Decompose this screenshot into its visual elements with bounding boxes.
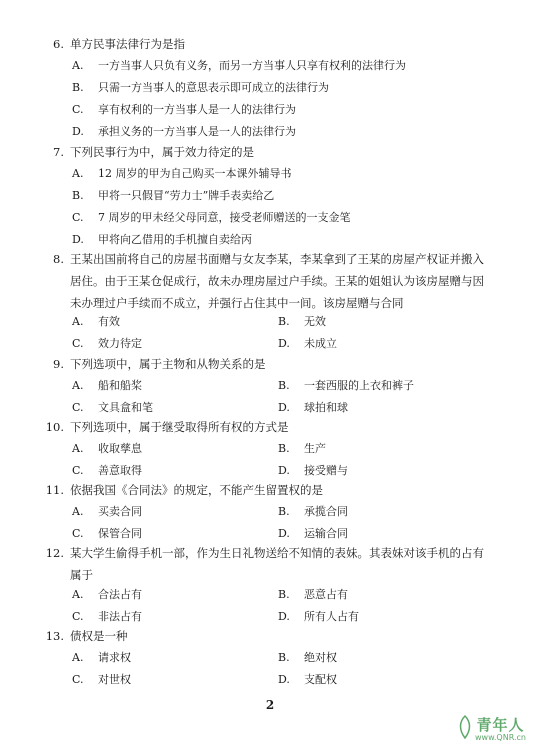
question-8	[44, 251, 514, 311]
option-text: 享有权利的一方当事人是一人的法律行为	[98, 103, 296, 116]
question-number: 8.	[53, 252, 64, 266]
option-7b	[72, 188, 274, 204]
option-text: 善意取得	[98, 464, 142, 477]
option-10d	[278, 463, 348, 479]
option-text: 所有人占有	[304, 610, 359, 623]
option-label: B.	[278, 442, 290, 455]
option-text: 承担义务的一方当事人是一人的法律行为	[98, 125, 296, 138]
question-stem-continued: 属于	[70, 568, 93, 582]
option-11b	[278, 504, 348, 520]
option-8d	[278, 336, 337, 352]
option-9a	[72, 378, 142, 394]
question-stem-continued: 未办理过户手续而不成立，并强行占住其中一间。该房屋赠与合同	[70, 296, 404, 310]
option-label: A.	[72, 442, 84, 455]
question-7	[44, 144, 514, 160]
question-11	[44, 482, 514, 498]
option-label: A.	[72, 379, 84, 392]
option-label: D.	[278, 673, 290, 686]
option-text: 一方当事人只负有义务，而另一方当事人只享有权利的法律行为	[98, 59, 406, 72]
option-9b	[278, 378, 414, 394]
option-8b	[278, 314, 326, 330]
watermark-brand: 青年人	[476, 716, 525, 734]
option-11d	[278, 526, 348, 542]
option-label: A.	[72, 315, 84, 328]
question-9	[44, 356, 514, 372]
option-label: D.	[278, 401, 290, 414]
question-stem: 依据我国《合同法》的规定，不能产生留置权的是	[70, 483, 323, 497]
option-12c	[72, 609, 142, 625]
option-13b	[278, 650, 337, 666]
option-label: A.	[72, 505, 84, 518]
watermark-logo	[475, 714, 526, 742]
option-text: 无效	[304, 315, 326, 328]
option-label: D.	[278, 527, 290, 540]
option-12d	[278, 609, 359, 625]
option-text: 恶意占有	[304, 588, 348, 601]
option-10c	[72, 463, 142, 479]
option-label: A.	[72, 588, 84, 601]
question-stem: 下列选项中，属于主物和从物关系的是	[70, 357, 266, 371]
option-text: 只需一方当事人的意思表示即可成立的法律行为	[98, 81, 329, 94]
option-text: 文具盒和笔	[98, 401, 153, 414]
option-text: 甲将一只假冒“劳力士”牌手表卖给乙	[98, 189, 275, 202]
option-text: 请求权	[98, 651, 131, 664]
question-12	[44, 545, 514, 583]
option-10a	[72, 441, 142, 457]
option-7d	[72, 232, 252, 248]
option-label: B.	[278, 651, 290, 664]
option-10b	[278, 441, 326, 457]
option-text: 效力待定	[98, 337, 142, 350]
option-label: B.	[278, 315, 290, 328]
leaf-icon	[457, 714, 473, 740]
option-label: A.	[72, 59, 84, 72]
option-label: D.	[278, 337, 290, 350]
option-text: 7 周岁的甲未经父母同意，接受老师赠送的一支金笔	[98, 211, 351, 224]
question-stem: 下列民事行为中，属于效力待定的是	[70, 145, 254, 159]
option-text: 对世权	[98, 673, 131, 686]
option-text: 一套西服的上衣和裤子	[304, 379, 414, 392]
option-label: C.	[72, 211, 84, 224]
option-text: 未成立	[304, 337, 337, 350]
question-stem: 王某出国前将自己的房屋书面赠与女友李某，李某拿到了王某的房屋产权证并搬入	[70, 252, 484, 266]
option-text: 有效	[98, 315, 120, 328]
option-text: 生产	[304, 442, 326, 455]
option-6a	[72, 58, 406, 74]
option-label: C.	[72, 337, 84, 350]
option-label: C.	[72, 527, 84, 540]
option-label: C.	[72, 464, 84, 477]
page-number: 2	[265, 698, 275, 712]
option-text: 承揽合同	[304, 505, 348, 518]
option-9c	[72, 400, 153, 416]
option-text: 收取孳息	[98, 442, 142, 455]
option-label: B.	[72, 81, 84, 94]
option-label: A.	[72, 651, 84, 664]
question-number: 9.	[53, 357, 64, 371]
option-label: C.	[72, 401, 84, 414]
option-text: 绝对权	[304, 651, 337, 664]
option-6c	[72, 102, 296, 118]
option-text: 船和船桨	[98, 379, 142, 392]
option-text: 球拍和球	[304, 401, 348, 414]
option-label: A.	[72, 167, 84, 180]
question-10	[44, 419, 514, 435]
question-13	[44, 628, 514, 644]
option-12a	[72, 587, 142, 603]
option-label: B.	[278, 379, 290, 392]
question-number: 12.	[45, 546, 64, 560]
option-6d	[72, 124, 296, 140]
option-text: 运输合同	[304, 527, 348, 540]
question-number: 11.	[45, 483, 64, 497]
option-label: C.	[72, 610, 84, 623]
option-label: D.	[278, 610, 290, 623]
option-7a	[72, 166, 292, 182]
question-stem: 单方民事法律行为是指	[70, 37, 185, 51]
question-number: 6.	[53, 37, 64, 51]
option-12b	[278, 587, 348, 603]
option-text: 12 周岁的甲为自己购买一本课外辅导书	[98, 167, 292, 180]
option-label: B.	[278, 505, 290, 518]
option-13d	[278, 672, 337, 688]
option-label: B.	[278, 588, 290, 601]
question-6	[44, 36, 514, 52]
option-6b	[72, 80, 329, 96]
option-text: 支配权	[304, 673, 337, 686]
option-text: 保管合同	[98, 527, 142, 540]
option-13a	[72, 650, 131, 666]
option-7c	[72, 210, 351, 226]
option-text: 合法占有	[98, 588, 142, 601]
option-13c	[72, 672, 131, 688]
option-9d	[278, 400, 348, 416]
option-label: D.	[72, 125, 84, 138]
option-text: 接受赠与	[304, 464, 348, 477]
question-number: 13.	[45, 629, 64, 643]
option-11c	[72, 526, 142, 542]
option-label: D.	[72, 233, 84, 246]
option-text: 甲将向乙借用的手机擅自卖给丙	[98, 233, 252, 246]
question-stem-continued: 居住。由于王某仓促成行，故未办理房屋过户手续。王某的姐姐认为该房屋赠与因	[70, 274, 484, 288]
option-label: D.	[278, 464, 290, 477]
question-number: 10.	[45, 420, 64, 434]
option-11a	[72, 504, 142, 520]
question-stem: 下列选项中，属于继受取得所有权的方式是	[70, 420, 289, 434]
option-text: 买卖合同	[98, 505, 142, 518]
option-8c	[72, 336, 142, 352]
option-label: C.	[72, 103, 84, 116]
option-label: B.	[72, 189, 84, 202]
watermark-url: www.QNR.cn	[474, 733, 526, 742]
question-stem: 某大学生偷得手机一部，作为生日礼物送给不知情的表妹。其表妹对该手机的占有	[70, 546, 484, 560]
option-8a	[72, 314, 120, 330]
option-label: C.	[72, 673, 84, 686]
question-stem: 债权是一种	[70, 629, 128, 643]
option-text: 非法占有	[98, 610, 142, 623]
question-number: 7.	[53, 145, 64, 159]
